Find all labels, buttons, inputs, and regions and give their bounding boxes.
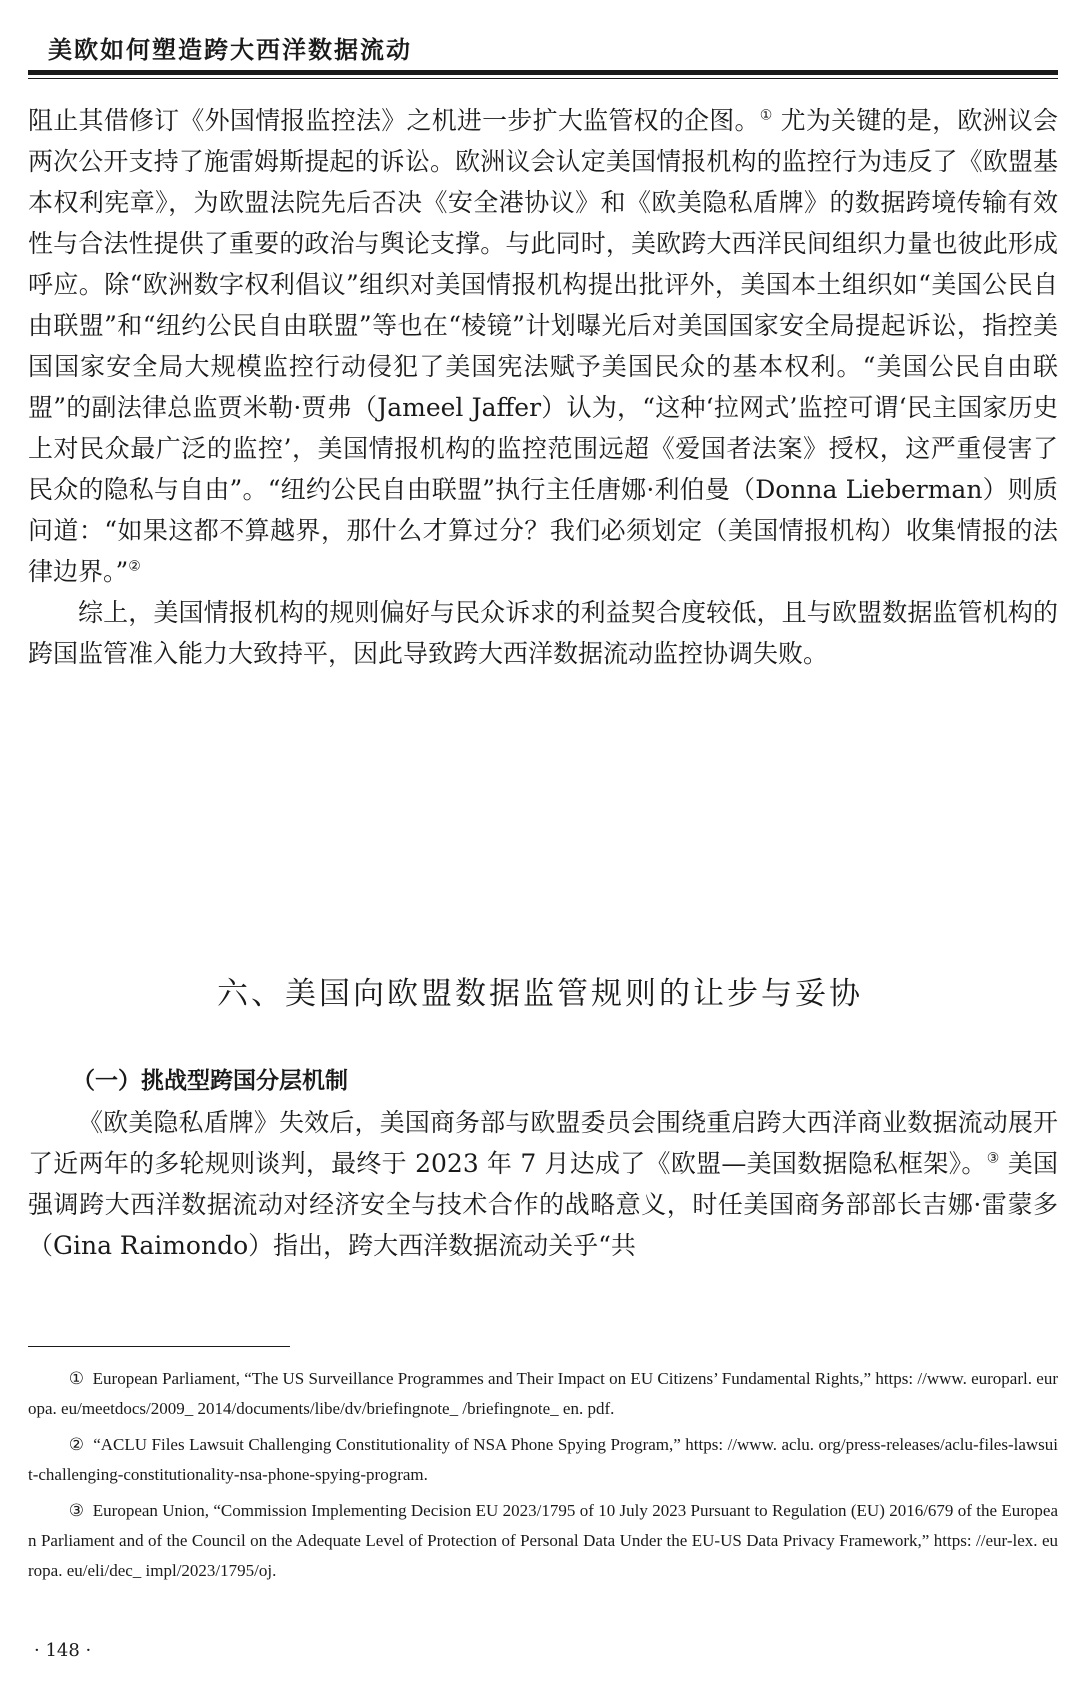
paragraph-1-continued: 尤为关键的是，欧洲议会两次公开支持了施雷姆斯提起的诉讼。欧洲议会认定美国情报机构的监控行为违反了《欧盟基本权利宪章》，为欧盟法院先后否决《安全港协议》和《欧美隐私盾牌》的数据跨境传输有效性与合法性提供了重要的政治与舆论支撑。与此同时，美欧跨大西洋民间组织力量也彼此形成呼应。除“欧洲数字权利倡议”组织对美国情报机构提出批评外，美国本土组织如“美国公民自由联盟”和“纽约公民自由联盟”等也在“棱镜”计划曝光后对美国国家安全局提起诉讼，指控美国国家安全局大规模监控行动侵犯了美国宪法赋予美国民众的基本权利。“美国公民自由联盟”的副法律总监贾米勒·贾弗（Jameel Jaffer）认为，“这种‘拉网式’监控可谓‘民主国家历史上对民众最广泛的监控’，美国情报机构的监控范围远超《爱国者法案》授权，这严重侵害了民众的隐私与自由”。“纽约公民自由联盟”执行主任唐娜·利伯曼（Donna Lieberman）则质问道：“如果这都不算越界，那什么才算过分？我们必须划定（美国情报机构）收集情报的法律边界。” [28, 106, 1058, 586]
footnote-ref-3[interactable]: ③ [986, 1150, 1000, 1167]
footnote-ref-1[interactable]: ① [759, 107, 773, 124]
page-number: · 148 · [34, 1640, 92, 1661]
paragraph-3-text: 《欧美隐私盾牌》失效后，美国商务部与欧盟委员会围绕重启跨大西洋商业数据流动展开了近两年的多轮规则谈判，最终于 2023 年 7 月达成了《欧盟—美国数据隐私框架》。 [28, 1108, 1058, 1178]
paragraph-2: 综上，美国情报机构的规则偏好与民众诉求的利益契合度较低，且与欧盟数据监管机构的跨国监管准入能力大致持平，因此导致跨大西洋数据流动监控协调失败。 [28, 598, 1058, 668]
footnote-3 [28, 1496, 1058, 1586]
running-head-title: 美欧如何塑造跨大西洋数据流动 [48, 35, 412, 64]
header-rule-thin [28, 78, 1058, 79]
paragraph-3 [28, 1102, 1058, 1266]
paragraph-1-text: 阻止其借修订《外国情报监控法》之机进一步扩大监管权的企图。 [28, 106, 760, 135]
footnote-2-text: “ACLU Files Lawsuit Challenging Constitutionality of NSA Phone Spying Program,” https: //www. aclu. org/press-releases/aclu-files-lawsuit-challenging-constitutionality-nsa-phone-spying-program. [28, 1435, 1058, 1484]
footnotes-block [28, 1364, 1058, 1592]
header-rule-thick [28, 70, 1058, 75]
footnote-1 [28, 1364, 1058, 1424]
main-text-block [28, 100, 1058, 674]
footnote-ref-2[interactable]: ② [128, 558, 141, 575]
footnote-3-marker: ③ [68, 1501, 85, 1520]
subsection-title: （一）挑战型跨国分层机制 [72, 1068, 348, 1094]
paragraph-1 [28, 100, 1058, 592]
footnote-2-marker: ② [68, 1435, 85, 1454]
section-title: 六、美国向欧盟数据监管规则的让步与妥协 [217, 976, 863, 1012]
footnote-1-marker: ① [68, 1369, 85, 1388]
footnote-3-text: European Union, “Commission Implementing Decision EU 2023/1795 of 10 July 2023 Pursuant to Regulation (EU) 2016/679 of the European Parliament and of the Council on the Adequate Level of Protection of Personal Data Under the EU-US Data Privacy Framework,” https: //eur-lex. europa. eu/eli/dec_ impl/2023/1795/oj. [28, 1501, 1058, 1580]
footnote-1-text: European Parliament, “The US Surveillance Programmes and Their Impact on EU Citizens’ Fundamental Rights,” https: //www. europarl. europa. eu/meetdocs/2009_ 2014/documents/libe/dv/briefingnote_ /briefingnote_ en. pdf. [28, 1369, 1058, 1418]
main-text-block-2 [28, 1102, 1058, 1266]
footnote-2 [28, 1430, 1058, 1490]
paragraph-3-continued: 美国强调跨大西洋数据流动对经济安全与技术合作的战略意义，时任美国商务部部长吉娜·雷蒙多（Gina Raimondo）指出，跨大西洋数据流动关乎“共 [28, 1149, 1058, 1260]
footnote-separator [28, 1346, 290, 1347]
